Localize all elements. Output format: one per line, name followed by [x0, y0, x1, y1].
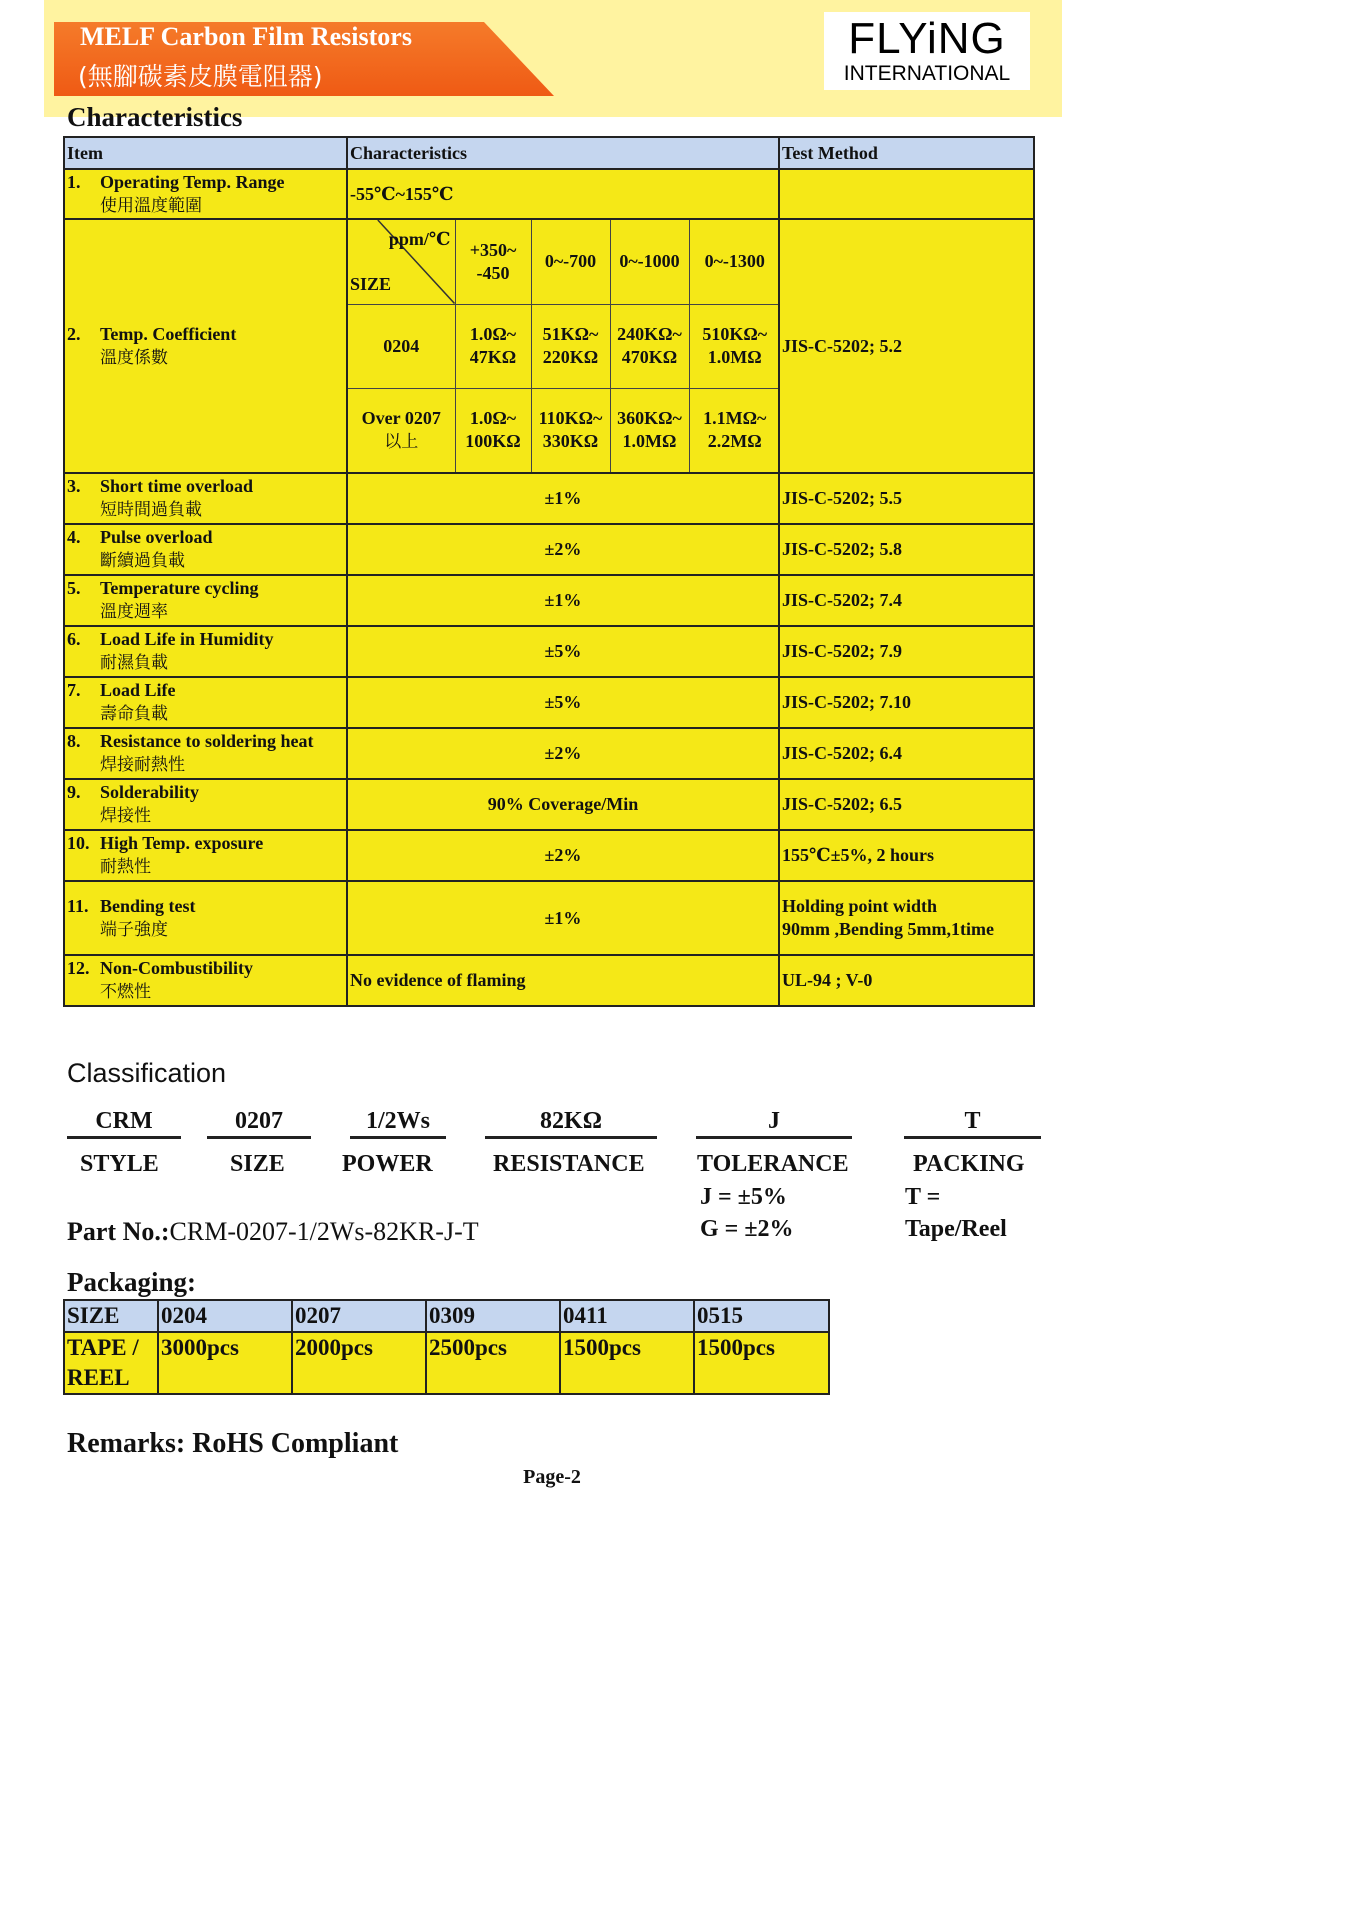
- item-cell: [64, 169, 347, 219]
- item-number: 5.: [67, 578, 81, 598]
- class-size-value: 0207: [207, 1106, 311, 1139]
- table-row: [64, 677, 1034, 728]
- test-method: JIS-C-5202; 6.4: [779, 728, 1034, 779]
- tcr-range: +350~ -450: [455, 220, 531, 304]
- item-cell: [64, 955, 347, 1006]
- page-title-chinese: (無腳碳素皮膜電阻器): [78, 62, 323, 91]
- test-method: [779, 169, 1034, 219]
- item-name-chinese: 焊接性: [100, 806, 151, 826]
- test-method: JIS-C-5202; 7.4: [779, 575, 1034, 626]
- tolerance-note-j: J = ±5%: [700, 1184, 787, 1210]
- remarks: Remarks: RoHS Compliant: [67, 1428, 399, 1459]
- item-cell: [64, 473, 347, 524]
- characteristic-value: ±5%: [347, 677, 779, 728]
- item-name: Bending test: [100, 895, 196, 916]
- table-row: [64, 881, 1034, 955]
- class-style-value: CRM: [67, 1106, 181, 1139]
- resistance-range: 510KΩ~ 1.0MΩ: [689, 304, 780, 388]
- item-name: Load Life in Humidity: [100, 629, 274, 649]
- item-number: 1.: [67, 171, 81, 192]
- item-name-chinese: 斷續過負載: [100, 551, 185, 571]
- page-number: Page-2: [523, 1466, 581, 1488]
- packaging-table: [63, 1299, 830, 1395]
- item-name-chinese: 耐熱性: [100, 857, 151, 877]
- test-method: 155℃±5%, 2 hours: [779, 830, 1034, 881]
- table-row: [64, 626, 1034, 677]
- characteristic-value: ±1%: [347, 473, 779, 524]
- class-power-label: POWER: [342, 1151, 433, 1177]
- item-number: 12.: [67, 958, 90, 978]
- packaging-quantity: 1500pcs: [560, 1332, 694, 1394]
- item-name-chinese: 耐濕負載: [100, 653, 168, 673]
- class-tolerance-value: J: [696, 1106, 852, 1139]
- class-tolerance-label: TOLERANCE: [697, 1151, 849, 1177]
- class-packing-value: T: [904, 1106, 1041, 1139]
- table-row: [64, 728, 1034, 779]
- characteristics-heading: Characteristics: [67, 102, 243, 132]
- item-name: Pulse overload: [100, 527, 213, 547]
- tcr-range: 0~-1000: [610, 220, 689, 304]
- item-name: High Temp. exposure: [100, 833, 264, 853]
- temp-coefficient-table: [348, 220, 780, 472]
- characteristic-value: 90% Coverage/Min: [347, 779, 779, 830]
- table-row: [64, 473, 1034, 524]
- characteristic-value: ±1%: [347, 575, 779, 626]
- test-method: JIS-C-5202; 7.10: [779, 677, 1034, 728]
- class-resistance-label: RESISTANCE: [493, 1151, 645, 1177]
- characteristic-value: ±2%: [347, 728, 779, 779]
- item-cell: [64, 728, 347, 779]
- packaging-quantity: 3000pcs: [158, 1332, 292, 1394]
- page-title: MELF Carbon Film Resistors: [80, 22, 412, 51]
- resistance-range: 1.0Ω~ 47KΩ: [455, 304, 531, 388]
- characteristic-value: ±5%: [347, 626, 779, 677]
- item-cell: [64, 626, 347, 677]
- packaging-size-label: SIZE: [64, 1300, 158, 1332]
- test-method: JIS-C-5202; 7.9: [779, 626, 1034, 677]
- item-name-chinese: 端子強度: [100, 919, 168, 940]
- resistance-range: 360KΩ~ 1.0MΩ: [610, 388, 689, 472]
- item-cell: [64, 677, 347, 728]
- test-method: JIS-C-5202; 5.8: [779, 524, 1034, 575]
- resistance-range: 110KΩ~ 330KΩ: [531, 388, 610, 472]
- table-row: [64, 575, 1034, 626]
- class-resistance-value: 82KΩ: [485, 1106, 657, 1139]
- resistance-range: 51KΩ~ 220KΩ: [531, 304, 610, 388]
- part-number: Part No.:CRM-0207-1/2Ws-82KR-J-T: [67, 1217, 479, 1246]
- class-packing-label: PACKING: [913, 1151, 1025, 1177]
- item-number: 6.: [67, 629, 81, 649]
- characteristic-value: No evidence of flaming: [347, 955, 779, 1006]
- header-test-method: Test Method: [779, 137, 1034, 169]
- resistance-range: 240KΩ~ 470KΩ: [610, 304, 689, 388]
- item-cell: [64, 219, 347, 473]
- item-name-chinese: 不燃性: [100, 982, 151, 1002]
- item-number: 7.: [67, 680, 81, 700]
- table-row: [64, 524, 1034, 575]
- item-cell: [64, 779, 347, 830]
- item-number: 2.: [67, 323, 81, 344]
- item-name: Temp. Coefficient: [100, 323, 237, 344]
- item-number: 9.: [67, 782, 81, 802]
- packaging-quantity: 2000pcs: [292, 1332, 426, 1394]
- packing-note-2: Tape/Reel: [905, 1216, 1007, 1242]
- item-cell: [64, 524, 347, 575]
- packaging-size: 0309: [426, 1300, 560, 1332]
- item-number: 8.: [67, 731, 81, 751]
- table-row: [64, 779, 1034, 830]
- characteristic-value: ±2%: [347, 524, 779, 575]
- item-name: Operating Temp. Range: [100, 171, 285, 192]
- test-method: Holding point width 90mm ,Bending 5mm,1time: [779, 881, 1034, 955]
- resistance-range: 1.0Ω~ 100KΩ: [455, 388, 531, 472]
- characteristic-value: ±1%: [347, 881, 779, 955]
- item-name: Short time overload: [100, 476, 253, 496]
- table-row: [64, 830, 1034, 881]
- test-method: JIS-C-5202; 5.5: [779, 473, 1034, 524]
- characteristic-value: ±2%: [347, 830, 779, 881]
- test-method: UL-94 ; V-0: [779, 955, 1034, 1006]
- class-style-label: STYLE: [80, 1151, 159, 1177]
- tolerance-note-g: G = ±2%: [700, 1216, 794, 1242]
- class-size-label: SIZE: [230, 1151, 285, 1177]
- item-name: Load Life: [100, 680, 176, 700]
- characteristics-table: [63, 136, 1035, 1007]
- item-name-chinese: 使用溫度範圍: [100, 195, 202, 216]
- item-cell: [64, 881, 347, 955]
- item-number: 11.: [67, 895, 89, 916]
- packaging-size: 0515: [694, 1300, 829, 1332]
- packaging-size: 0207: [292, 1300, 426, 1332]
- item-name-chinese: 溫度週率: [100, 602, 168, 622]
- size-over-0207: Over 0207 以上: [348, 388, 455, 472]
- item-number: 10.: [67, 833, 90, 853]
- table-row-temp-coefficient: [64, 219, 1034, 473]
- resistance-range: 1.1MΩ~ 2.2MΩ: [689, 388, 780, 472]
- company-logo: [824, 12, 1030, 90]
- packaging-quantity: 2500pcs: [426, 1332, 560, 1394]
- logo-subtitle: INTERNATIONAL: [843, 62, 1011, 85]
- characteristic-value: -55℃~155℃: [347, 169, 779, 219]
- item-name: Solderability: [100, 782, 200, 802]
- size-0204: 0204: [348, 304, 455, 388]
- item-cell: [64, 830, 347, 881]
- header-characteristics: Characteristics: [347, 137, 779, 169]
- temp-coefficient-cell: [347, 219, 779, 473]
- table-row: [64, 169, 1034, 219]
- logo-wordmark: FLYiNG: [848, 14, 1006, 63]
- packaging-size: 0411: [560, 1300, 694, 1332]
- packaging-qty-label: TAPE / REEL: [64, 1332, 158, 1394]
- ppm-label: ppm/℃: [388, 229, 451, 249]
- item-name-chinese: 溫度係數: [100, 347, 168, 368]
- item-name: Temperature cycling: [100, 578, 259, 598]
- size-label: SIZE: [350, 273, 392, 294]
- tcr-range: 0~-700: [531, 220, 610, 304]
- item-name: Resistance to soldering heat: [100, 731, 314, 751]
- item-name-chinese: 壽命負載: [100, 704, 168, 724]
- classification-heading: Classification: [67, 1058, 227, 1088]
- packaging-qty-row: [64, 1332, 829, 1394]
- packing-note-1: T =: [905, 1184, 941, 1210]
- item-name-chinese: 短時間過負載: [100, 500, 202, 520]
- item-name: Non-Combustibility: [100, 958, 254, 978]
- packaging-size: 0204: [158, 1300, 292, 1332]
- packaging-size-row: [64, 1300, 829, 1332]
- size-ppm-corner: [348, 220, 455, 304]
- item-number: 3.: [67, 476, 81, 496]
- item-cell: [64, 575, 347, 626]
- item-name-chinese: 焊接耐熱性: [100, 755, 185, 775]
- packaging-heading: Packaging:: [67, 1267, 197, 1297]
- packaging-quantity: 1500pcs: [694, 1332, 829, 1394]
- table-header-row: [64, 137, 1034, 169]
- test-method: JIS-C-5202; 5.2: [779, 219, 1034, 473]
- class-power-value: 1/2Ws: [350, 1106, 446, 1139]
- item-number: 4.: [67, 527, 81, 547]
- test-method: JIS-C-5202; 6.5: [779, 779, 1034, 830]
- tcr-range: 0~-1300: [689, 220, 780, 304]
- header-item: Item: [64, 137, 347, 169]
- table-row: [64, 955, 1034, 1006]
